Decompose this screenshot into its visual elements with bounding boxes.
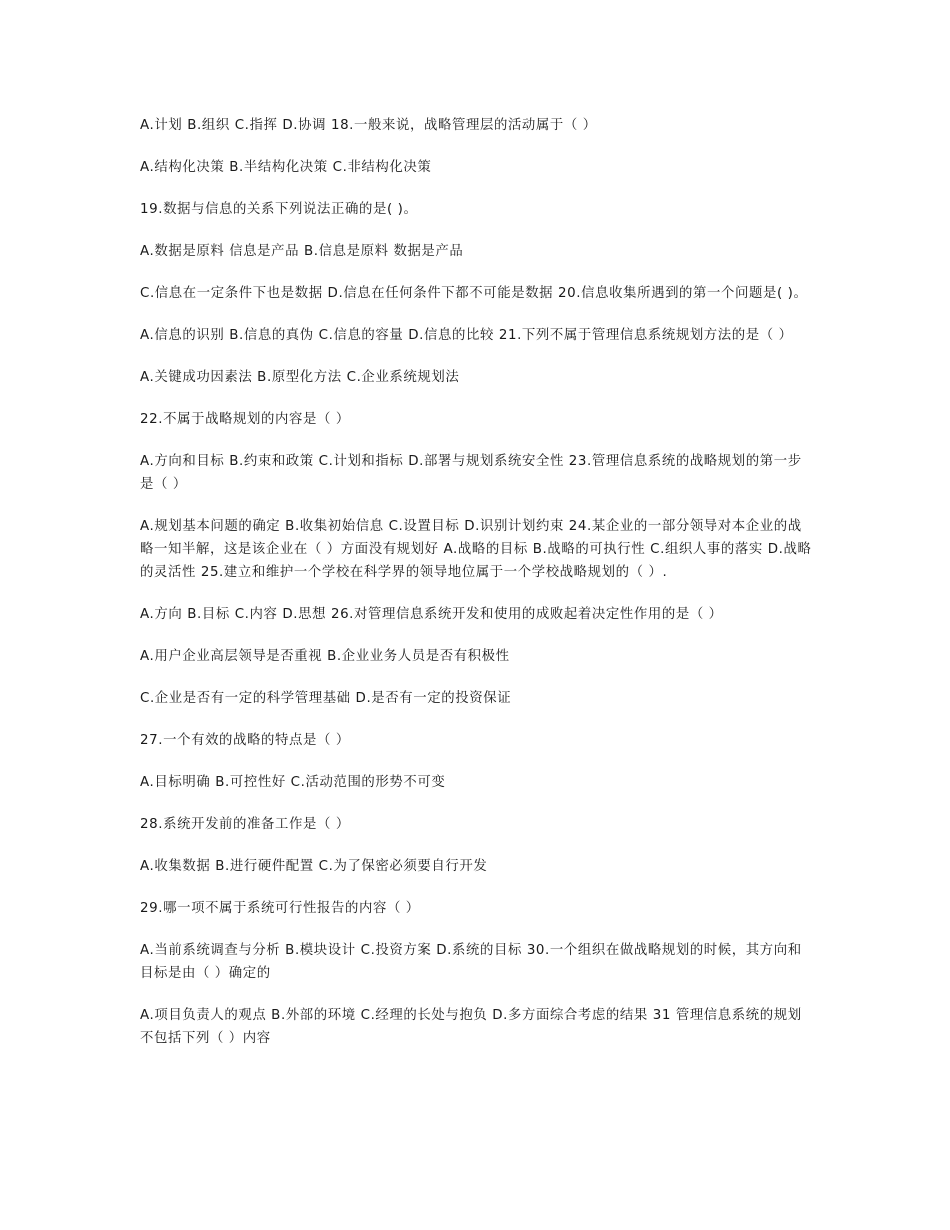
paragraph-11: A.方向 B.目标 C.内容 D.思想 26.对管理信息系统开发和使用的成败起着决定性作用的是（ ） xyxy=(140,607,723,622)
paragraph-17: A.收集数据 B.进行硬件配置 C.为了保密必须要自行开发 xyxy=(140,859,488,874)
paragraph-20: A.项目负责人的观点 B.外部的环境 C.经理的长处与抱负 D.多方面综合考虑的结果 31 管理信息系统的规划不包括下列（ ）内容 xyxy=(140,1008,802,1046)
paragraph-14: 27.一个有效的战略的特点是（ ） xyxy=(140,733,350,748)
paragraph-7: A.关键成功因素法 B.原型化方法 C.企业系统规划法 xyxy=(140,370,460,385)
paragraph-4: A.数据是原料 信息是产品 B.信息是原料 数据是产品 xyxy=(140,244,464,259)
paragraph-6: A.信息的识别 B.信息的真伪 C.信息的容量 D.信息的比较 21.下列不属于管理信息系统规划方法的是（ ） xyxy=(140,328,793,343)
paragraph-16: 28.系统开发前的准备工作是（ ） xyxy=(140,817,350,832)
paragraph-18: 29.哪一项不属于系统可行性报告的内容（ ） xyxy=(140,901,420,916)
paragraph-2: A.结构化决策 B.半结构化决策 C.非结构化决策 xyxy=(140,160,432,175)
paragraph-1: A.计划 B.组织 C.指挥 D.协调 18.一般来说，战略管理层的活动属于（ ） xyxy=(140,118,597,133)
paragraph-13: C.企业是否有一定的科学管理基础 D.是否有一定的投资保证 xyxy=(140,691,512,706)
paragraph-8: 22.不属于战略规划的内容是（ ） xyxy=(140,412,350,427)
paragraph-12: A.用户企业高层领导是否重视 B.企业业务人员是否有积极性 xyxy=(140,649,510,664)
paragraph-5: C.信息在一定条件下也是数据 D.信息在任何条件下都不可能是数据 20.信息收集所遇到的第一个问题是( )。 xyxy=(140,286,808,301)
paragraph-3: 19.数据与信息的关系下列说法正确的是( )。 xyxy=(140,202,418,217)
paragraph-9: A.方向和目标 B.约束和政策 C.计划和指标 D.部署与规划系统安全性 23.管理信息系统的战略规划的第一步是（ ） xyxy=(140,454,802,492)
document-body xyxy=(140,114,812,1069)
paragraph-15: A.目标明确 B.可控性好 C.活动范围的形势不可变 xyxy=(140,775,446,790)
paragraph-10: A.规划基本问题的确定 B.收集初始信息 C.设置目标 D.识别计划约束 24.某企业的一部分领导对本企业的战略一知半解，这是该企业在（ ）方面没有规划好 A.战略的目标 B.战略的可执行性 C.组织人事的落实 D.战略的灵活性 25.建立和维护一个学校在科学界的领导地位属于一个学校战略规划的（ ）. xyxy=(140,519,812,580)
paragraph-19: A.当前系统调查与分析 B.模块设计 C.投资方案 D.系统的目标 30.一个组织在做战略规划的时候，其方向和目标是由（ ）确定的 xyxy=(140,943,802,981)
